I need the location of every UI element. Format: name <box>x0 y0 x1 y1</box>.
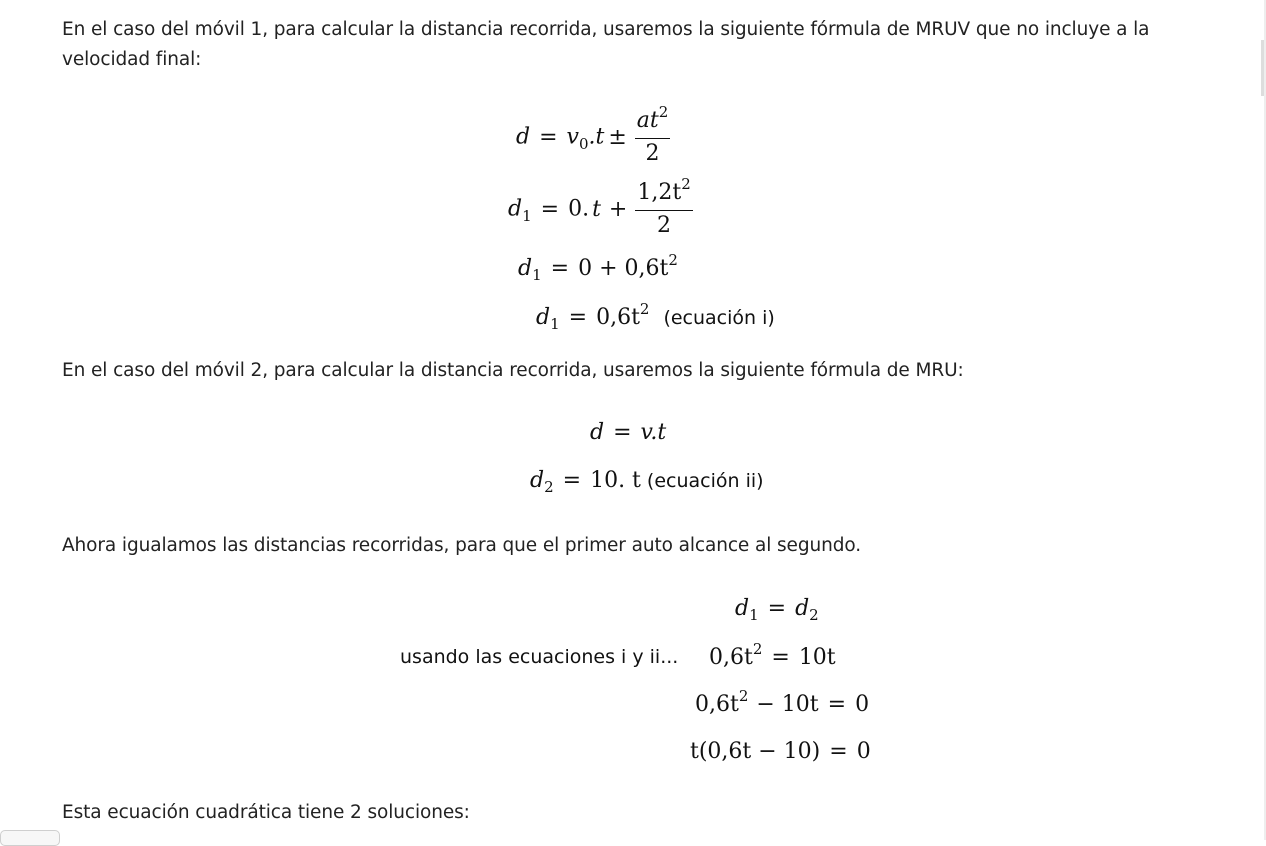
eq4-rhs-exp: 2 <box>639 300 650 318</box>
eq10-rhs: 0 <box>856 739 871 764</box>
eq5-rhs: v.t <box>640 420 667 445</box>
eq4-lhs: d <box>536 305 551 330</box>
eq1-plus-minus: ± <box>608 124 627 150</box>
equation-system-1 <box>709 640 836 670</box>
eq6-lhs-sub: 2 <box>544 478 554 496</box>
eq3-rhs: 0 + 0,6t <box>578 256 669 281</box>
eq9-lhs: 0,6t <box>695 692 739 717</box>
eq3-lhs: d <box>518 256 533 281</box>
eq5-equals: = <box>613 420 632 445</box>
paragraph-movil-2: En el caso del móvil 2, para calcular la distancia recorrida, usaremos la siguiente fórmula de MRU: <box>62 360 964 381</box>
eq2-equals: = <box>540 196 560 222</box>
eq8-lhs-exp: 2 <box>752 640 763 658</box>
equation-d1-substituted <box>508 175 693 239</box>
eq1-equals: = <box>539 124 558 150</box>
eq7-equals: = <box>767 596 787 621</box>
eq4-rhs: 0,6t <box>596 305 640 330</box>
eq2-numerator-exp: 2 <box>681 175 691 193</box>
eq6-equals: = <box>562 468 582 493</box>
eq3-equals: = <box>550 256 570 281</box>
eq1-numerator: at <box>636 108 659 133</box>
eq1-dot-t: .t <box>588 124 605 150</box>
eq1-fraction <box>635 103 671 167</box>
equation-mruv-general <box>516 103 670 167</box>
eq2-numerator: 1,2t <box>637 180 682 205</box>
equation-system-3 <box>690 739 871 764</box>
eq3-rhs-exp: 2 <box>668 251 678 269</box>
eq8-lhs: 0,6t <box>709 645 753 670</box>
eq1-lhs: d <box>516 124 531 150</box>
eq1-v-sub: 0 <box>578 134 589 153</box>
eq2-fraction <box>635 175 692 239</box>
equation-ii <box>530 468 764 496</box>
eq8-equals: = <box>771 645 790 670</box>
eq10-equals: = <box>829 739 848 764</box>
equation-d1-simplified <box>518 251 678 284</box>
eq4-equals: = <box>568 305 588 330</box>
eq7-rhs: d <box>795 596 810 621</box>
eq6-rhs: 10. t <box>590 468 641 493</box>
equation-mru-general <box>590 420 666 445</box>
scrollbar-thumb[interactable] <box>1261 40 1264 96</box>
paragraph-soluciones: Esta ecuación cuadrática tiene 2 soluciones: <box>62 802 470 823</box>
eq2-term: 0. <box>568 196 590 222</box>
eq2-plus: + <box>608 196 628 222</box>
equation-system-2 <box>695 687 870 717</box>
eq9-rhs: 0 <box>855 692 870 717</box>
eq9-equals: = <box>827 692 847 717</box>
side-label-usando-ecuaciones: usando las ecuaciones i y ii... <box>400 646 679 668</box>
bottom-corner-tab[interactable] <box>0 830 60 846</box>
eq7-lhs-sub: 1 <box>749 606 759 624</box>
eq4-tag: (ecuación i) <box>663 307 775 329</box>
eq7-rhs-sub: 2 <box>809 606 819 624</box>
eq2-lhs: d <box>508 196 523 222</box>
equation-i <box>536 300 775 333</box>
eq1-numerator-exp: 2 <box>658 103 669 121</box>
eq1-v: v <box>566 124 579 150</box>
eq9-mid: − 10t <box>756 692 819 717</box>
eq5-lhs: d <box>590 420 605 445</box>
eq8-rhs: 10t <box>798 645 836 670</box>
eq2-lhs-sub: 1 <box>522 206 532 225</box>
paragraph-igualamos: Ahora igualamos las distancias recorridas, para que el primer auto alcance al segundo. <box>62 535 862 556</box>
eq4-lhs-sub: 1 <box>550 315 560 333</box>
equation-d1-equals-d2 <box>735 596 819 624</box>
eq7-lhs: d <box>735 596 750 621</box>
paragraph-movil-1: En el caso del móvil 1, para calcular la distancia recorrida, usaremos la siguiente fórmula de MRUV que no incluye a la velocidad final: <box>62 19 1150 70</box>
eq6-tag: (ecuación ii) <box>646 470 764 492</box>
eq3-lhs-sub: 1 <box>532 266 542 284</box>
eq9-lhs-exp: 2 <box>738 687 749 705</box>
eq6-lhs: d <box>530 468 545 493</box>
eq2-t: t <box>592 196 601 222</box>
eq1-denominator: 2 <box>645 141 660 166</box>
eq2-denominator: 2 <box>657 213 672 238</box>
eq10-lhs: t(0,6t − 10) <box>690 739 821 764</box>
